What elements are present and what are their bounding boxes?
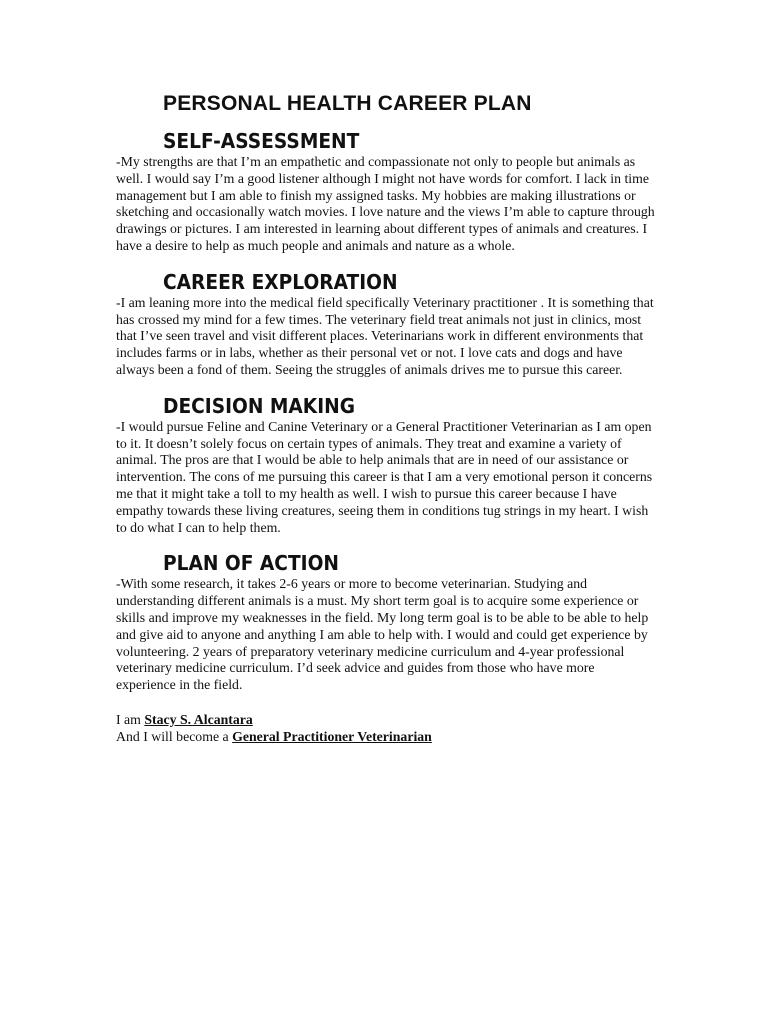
section-heading: PLAN OF ACTION xyxy=(163,551,339,576)
section-plan-of-action xyxy=(116,550,652,694)
closing-line-career xyxy=(116,729,652,746)
closing-line-name xyxy=(116,712,652,729)
section-body: -I am leaning more into the medical field specifically Veterinary practitioner . It is something that has crossed my mind for a few times. The veterinary field treat animals not just in clinics, most that I’ve seen travel and visit different places. Veterinarians work in different environments that includes farms or in labs, whether as their personal vet or not. I love cats and dogs and have always been a fond of them. Seeing the struggles of animals drives me to pursue this career. xyxy=(116,294,654,377)
section-heading: DECISION MAKING xyxy=(163,393,355,418)
section-heading: CAREER EXPLORATION xyxy=(163,269,398,294)
author-name: Stacy S. Alcantara xyxy=(144,711,253,727)
section-heading: SELF-ASSESSMENT xyxy=(163,129,360,153)
document-title: PERSONAL HEALTH CAREER PLAN xyxy=(163,92,532,115)
section-decision-making xyxy=(116,393,652,537)
career-goal: General Practitioner Veterinarian xyxy=(232,728,432,744)
closing-prefix: I am xyxy=(116,711,145,727)
closing-prefix: And I will become a xyxy=(116,728,233,744)
section-career-exploration xyxy=(116,269,652,379)
section-body: -With some research, it takes 2-6 years or more to become veterinarian. Studying and understanding different animals is a must. My short term goal is to acquire some experience or skills and improve my weaknesses in the field. My long term goal is to be able to be able to help and give aid to anyone and anything I am able to help with. I would and could get experience by volunteering. 2 years of preparatory veterinary medicine curriculum and 4-year professional veterinary medicine curriculum. I’d seek advice and guides from those who have more experience in the field. xyxy=(116,576,649,693)
section-self-assessment xyxy=(116,128,655,255)
section-body: -I would pursue Feline and Canine Veterinary or a General Practitioner Veterinarian as I am open to it. It doesn’t solely focus on certain types of animals. They treat and examine a variety of animal. The pros are that I would be able to help animals that are in need of our assistance or intervention. The cons of me pursuing this career is that I am a very emotional person it concerns me that it might take a toll to my health as well. I wish to pursue this career because I have empathy towards these living creatures, seeing them in conditions tug strings in my heart. I wish to do what I can to help them. xyxy=(116,418,653,535)
section-body: -My strengths are that I’m an empathetic and compassionate not only to people but animals as well. I would say I’m a good listener although I might not have words for comfort. I lack in time management but I am able to finish my assigned tasks. My hobbies are making illustrations or sketching and occasionally watch movies. I love nature and the views I’m able to capture through drawings or pictures. I am interested in learning about different types of animals and creatures. I have a desire to help as much people and animals and nature as a whole. xyxy=(116,154,655,253)
closing-statement xyxy=(116,712,652,746)
